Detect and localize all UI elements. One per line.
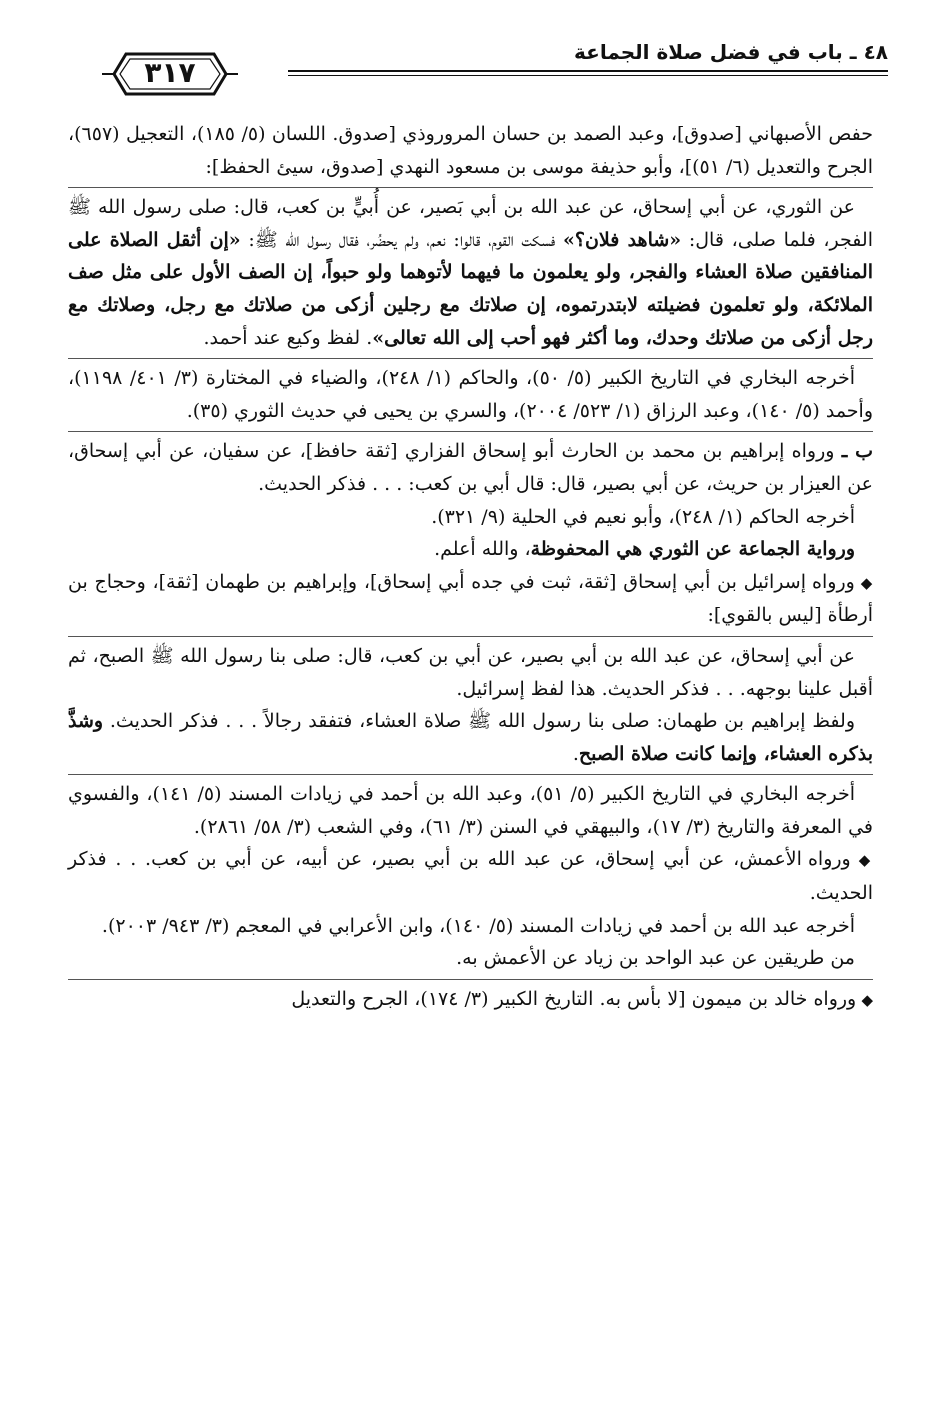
paragraph [68,705,873,770]
paragraph-text: من طريقين عن عبد الواحد بن زياد عن الأعمش به. [456,947,855,970]
page-number-badge [100,48,240,100]
bullet-icon: ◆ [856,990,873,1009]
paragraph [68,431,873,500]
paragraph [68,566,873,632]
paragraph-text: حفص الأصبهاني [صدوق]، وعبد الصمد بن حسان المروروذي [صدوق. اللسان (٥/ ١٨٥)، التعجيل (٦٥٧)، الجرح والتعديل (٦/ ٥١)]، وأبو حذيفة موسى بن مسعود النهدي [صدوق، سيئ الحفظ]: [68,123,873,178]
paragraph [68,774,873,843]
paragraph-text: عن أبي إسحاق، عن عبد الله بن أبي بصير، عن أبي بن كعب، قال: صلى بنا رسول الله ﷺ الصبح، ثم أقبل علينا بوجهه. . . فذكر الحديث. هذا لفظ إسرائيل. [68,644,873,700]
bullet-icon: ◆ [850,851,873,870]
paragraph [68,118,873,183]
paragraph-text: ورواية الجماعة عن الثوري هي المحفوظة، والله أعلم. [434,538,855,561]
page-number: ٣١٧ [144,56,196,89]
page-header [60,30,888,110]
header-rule [288,70,888,72]
paragraph-text: ورواه الأعمش، عن أبي إسحاق، عن عبد الله بن أبي بصير، عن أبيه، عن أبي بن كعب. . . فذكر الحديث. [68,848,873,905]
paragraph [68,910,873,943]
paragraph [68,358,873,427]
paragraph-text: أخرجه الحاكم (١/ ٢٤٨)، وأبو نعيم في الحلية (٩/ ٣٢١). [431,505,855,528]
paragraph [68,187,873,354]
bullet-icon: ◆ [854,573,873,592]
paragraph [68,843,873,909]
paragraph [68,979,873,1017]
paragraph [68,636,873,705]
header-rule-left [848,70,888,72]
paragraph-text: ورواه إسرائيل بن أبي إسحاق [ثقة، ثبت في جده أبي إسحاق]، وإبراهيم بن طهمان [ثقة]، وحجاج بن أرطأة [ليس بالقوي]: [68,570,873,627]
paragraph-text: ورواه خالد بن ميمون [لا بأس به. التاريخ الكبير (٣/ ١٧٤)، الجرح والتعديل [291,987,857,1010]
header-rule-left-thin [848,75,888,76]
paragraph-text: أخرجه البخاري في التاريخ الكبير (٥/ ٥٠)، والحاكم (١/ ٢٤٨)، والضياء في المختارة (٣/ ٤٠١/ ١١٩٨)، وأحمد (٥/ ١٤٠)، وعبد الرزاق (١/ ٥٢٣/ ٢٠٠٤)، والسري بن يحيى في حديث الثوري (٣٥). [68,367,873,422]
header-rule-thin [288,75,888,76]
body-text [68,118,873,1016]
paragraph [68,942,873,975]
paragraph-text: ولفظ إبراهيم بن طهمان: صلى بنا رسول الله ﷺ صلاة العشاء، فتفقد رجالاً . . . فذكر الحديث. وشذَّ بذكره العشاء، وإنما كانت صلاة الصبح. [68,710,873,765]
paragraph-text: أخرجه البخاري في التاريخ الكبير (٥/ ٥١)، وعبد الله بن أحمد في زيادات المسند (٥/ ١٤١)، والفسوي في المعرفة والتاريخ (٣/ ١٧)، والبيهقي في السنن (٣/ ٦١)، وفي الشعب (٣/ ٥٨/ ٢٨٦١). [68,783,873,838]
chapter-title: ٤٨ ـ باب في فضل صلاة الجماعة [574,40,888,64]
paragraph [68,533,873,566]
paragraph [68,501,873,534]
paragraph-text: أخرجه عبد الله بن أحمد في زيادات المسند (٥/ ١٤٠)، وابن الأعرابي في المعجم (٣/ ٩٤٣/ ٢٠٠٣). [101,914,855,937]
paragraph-text: عن الثوري، عن أبي إسحاق، عن عبد الله بن أبي بَصير، عن أُبيٍّ بن كعب، قال: صلى رسول الله ﷺ الفجر، فلما صلى، قال: «شاهد فلان؟» فسكت القوم، قالوا: نعم، ولم يحضُر، فقال رسول الله ﷺ: «إن أثقل الصلاة على المنافقين صلاة العشاء والفجر، ولو يعلمون ما فيهما لأتوهما ولو حبواً، إن الصف الأول على مثل صف الملائكة، ولو تعلمون فضيلته لابتدرتموه، إن صلاتك مع رجلين أزكى من صلاتك مع رجل، وصلاتك مع رجل أزكى من صلاتك وحدك، وما أكثر فهو أحب إلى الله تعالى». لفظ وكيع عند أحمد. [68,196,873,349]
paragraph-text: ب ـ ورواه إبراهيم بن محمد بن الحارث أبو إسحاق الفزاري [ثقة حافظ]، عن سفيان، عن أبي إسحاق، عن العيزار بن حريث، عن أبي بصير، قال: قال أبي بن كعب: . . . فذكر الحديث. [68,440,873,495]
